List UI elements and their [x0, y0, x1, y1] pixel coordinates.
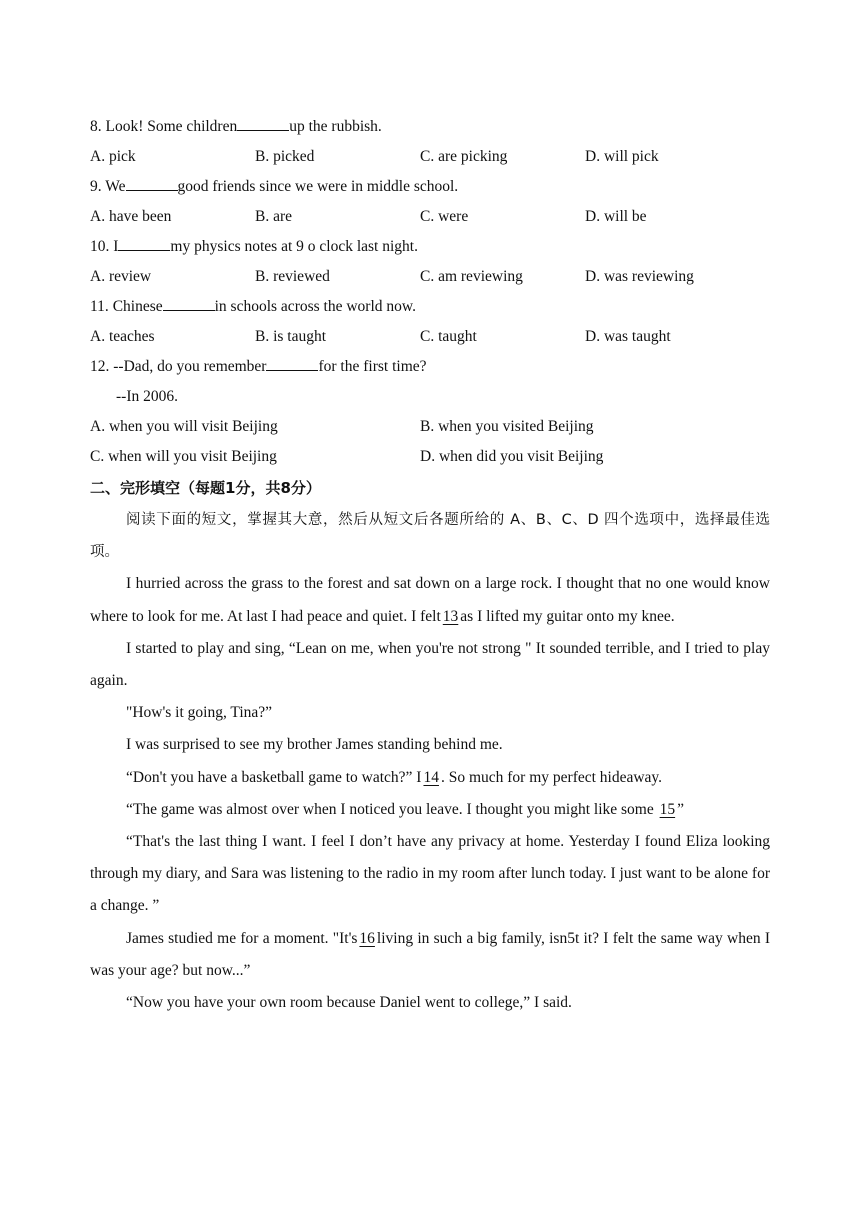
- question-number: 8.: [90, 118, 102, 135]
- passage-paragraph-6: “The game was almost over when I noticed you leave. I thought you might like some 15 ”: [126, 800, 684, 818]
- option-c: C. are picking: [420, 148, 508, 165]
- option-a: A. have been: [90, 208, 172, 225]
- question-11: [90, 292, 770, 322]
- worksheet-page: [90, 112, 770, 1019]
- passage-paragraph-7: “That's the last thing I want. I feel I don’t have any privacy at home. Yesterday I found Eliza looking through my diary, and Sara was listening to the radio in my room after lunch today. I just want to be alone for a change. ”: [90, 833, 770, 915]
- passage-paragraph-3: "How's it going, Tina?”: [126, 704, 273, 722]
- passage-paragraph-5: “Don't you have a basketball game to watch?” I 14 . So much for my perfect hideaway.: [126, 768, 663, 786]
- answer-blank: [126, 173, 178, 191]
- question-number: 10.: [90, 238, 110, 255]
- question-stem-post: for the first time?: [318, 358, 427, 375]
- question-12-options-row-2: [90, 442, 770, 472]
- answer-blank: [163, 293, 215, 311]
- passage-paragraph-8: James studied me for a moment. "It's 16 living in such a big family, isn5t it? I felt the same way when I was your age? but now...”: [90, 929, 770, 979]
- option-a: A. review: [90, 268, 152, 285]
- option-b: B. are: [255, 208, 293, 225]
- question-stem-pre: I: [113, 238, 119, 255]
- option-c: C. taught: [420, 328, 477, 345]
- option-b: B. is taught: [255, 328, 327, 345]
- question-stem-pre: Chinese: [112, 298, 163, 315]
- question-number: 9.: [90, 178, 102, 195]
- question-12: [90, 352, 770, 382]
- passage-paragraph-2: I started to play and sing, “Lean on me, when you're not strong " It sounded terrible, and I tried to play again.: [90, 639, 770, 690]
- option-d: D. will be: [585, 208, 647, 225]
- cloze-blank-16: 16: [359, 929, 375, 947]
- cloze-blank-15: 15: [659, 800, 676, 818]
- cloze-blank-13: 13: [442, 607, 459, 625]
- answer-blank: [118, 233, 170, 251]
- question-stem-pre: --Dad, do you remember: [113, 358, 267, 375]
- question-stem-post: in schools across the world now.: [214, 298, 416, 315]
- question-8: [90, 112, 770, 142]
- option-b: B. when you visited Beijing: [420, 418, 594, 435]
- question-11-options: [90, 322, 770, 352]
- option-b: B. reviewed: [255, 268, 330, 285]
- option-a: A. when you will visit Beijing: [90, 418, 278, 435]
- question-stem-post: my physics notes at 9 o clock last night.: [170, 238, 418, 255]
- option-d: D. will pick: [585, 148, 659, 165]
- question-9: [90, 172, 770, 202]
- section-title: 二、完形填空（每题1分，共8分）: [90, 479, 321, 497]
- option-c: C. am reviewing: [420, 268, 523, 285]
- question-8-options: [90, 142, 770, 172]
- cloze-blank-14: 14: [423, 768, 439, 786]
- passage-paragraph-9: “Now you have your own room because Daniel went to college,” I said.: [126, 994, 572, 1012]
- passage-paragraph-1: I hurried across the grass to the forest and sat down on a large rock. I thought that no one would know where to look for me. At last I had peace and quiet. I felt 13 as I lifted my guitar onto my knee.: [90, 575, 770, 625]
- question-stem-post: good friends since we were in middle school.: [177, 178, 459, 195]
- question-12-options-row-1: [90, 412, 770, 442]
- question-9-options: [90, 202, 770, 232]
- option-b: B. picked: [255, 148, 315, 165]
- question-12-reply: --In 2006.: [116, 388, 178, 405]
- section-instruction: 阅读下面的短文，掌握其大意，然后从短文后各题所给的 A、B、C、D 四个选项中，选择最佳选项。: [90, 512, 770, 561]
- question-10: [90, 232, 770, 262]
- question-stem-post: up the rubbish.: [289, 118, 382, 135]
- option-a: A. pick: [90, 148, 136, 165]
- question-number: 11.: [90, 298, 109, 315]
- option-a: A. teaches: [90, 328, 155, 345]
- option-d: D. was taught: [585, 328, 671, 345]
- question-number: 12.: [90, 358, 110, 375]
- question-stem-pre: Look! Some children: [105, 118, 238, 135]
- option-d: D. when did you visit Beijing: [420, 448, 604, 465]
- answer-blank: [237, 113, 289, 131]
- question-stem-pre: We: [105, 178, 126, 195]
- passage-paragraph-4: I was surprised to see my brother James standing behind me.: [126, 736, 503, 754]
- option-c: C. when will you visit Beijing: [90, 448, 277, 465]
- question-10-options: [90, 262, 770, 292]
- option-c: C. were: [420, 208, 469, 225]
- option-d: D. was reviewing: [585, 268, 694, 285]
- answer-blank: [266, 353, 318, 371]
